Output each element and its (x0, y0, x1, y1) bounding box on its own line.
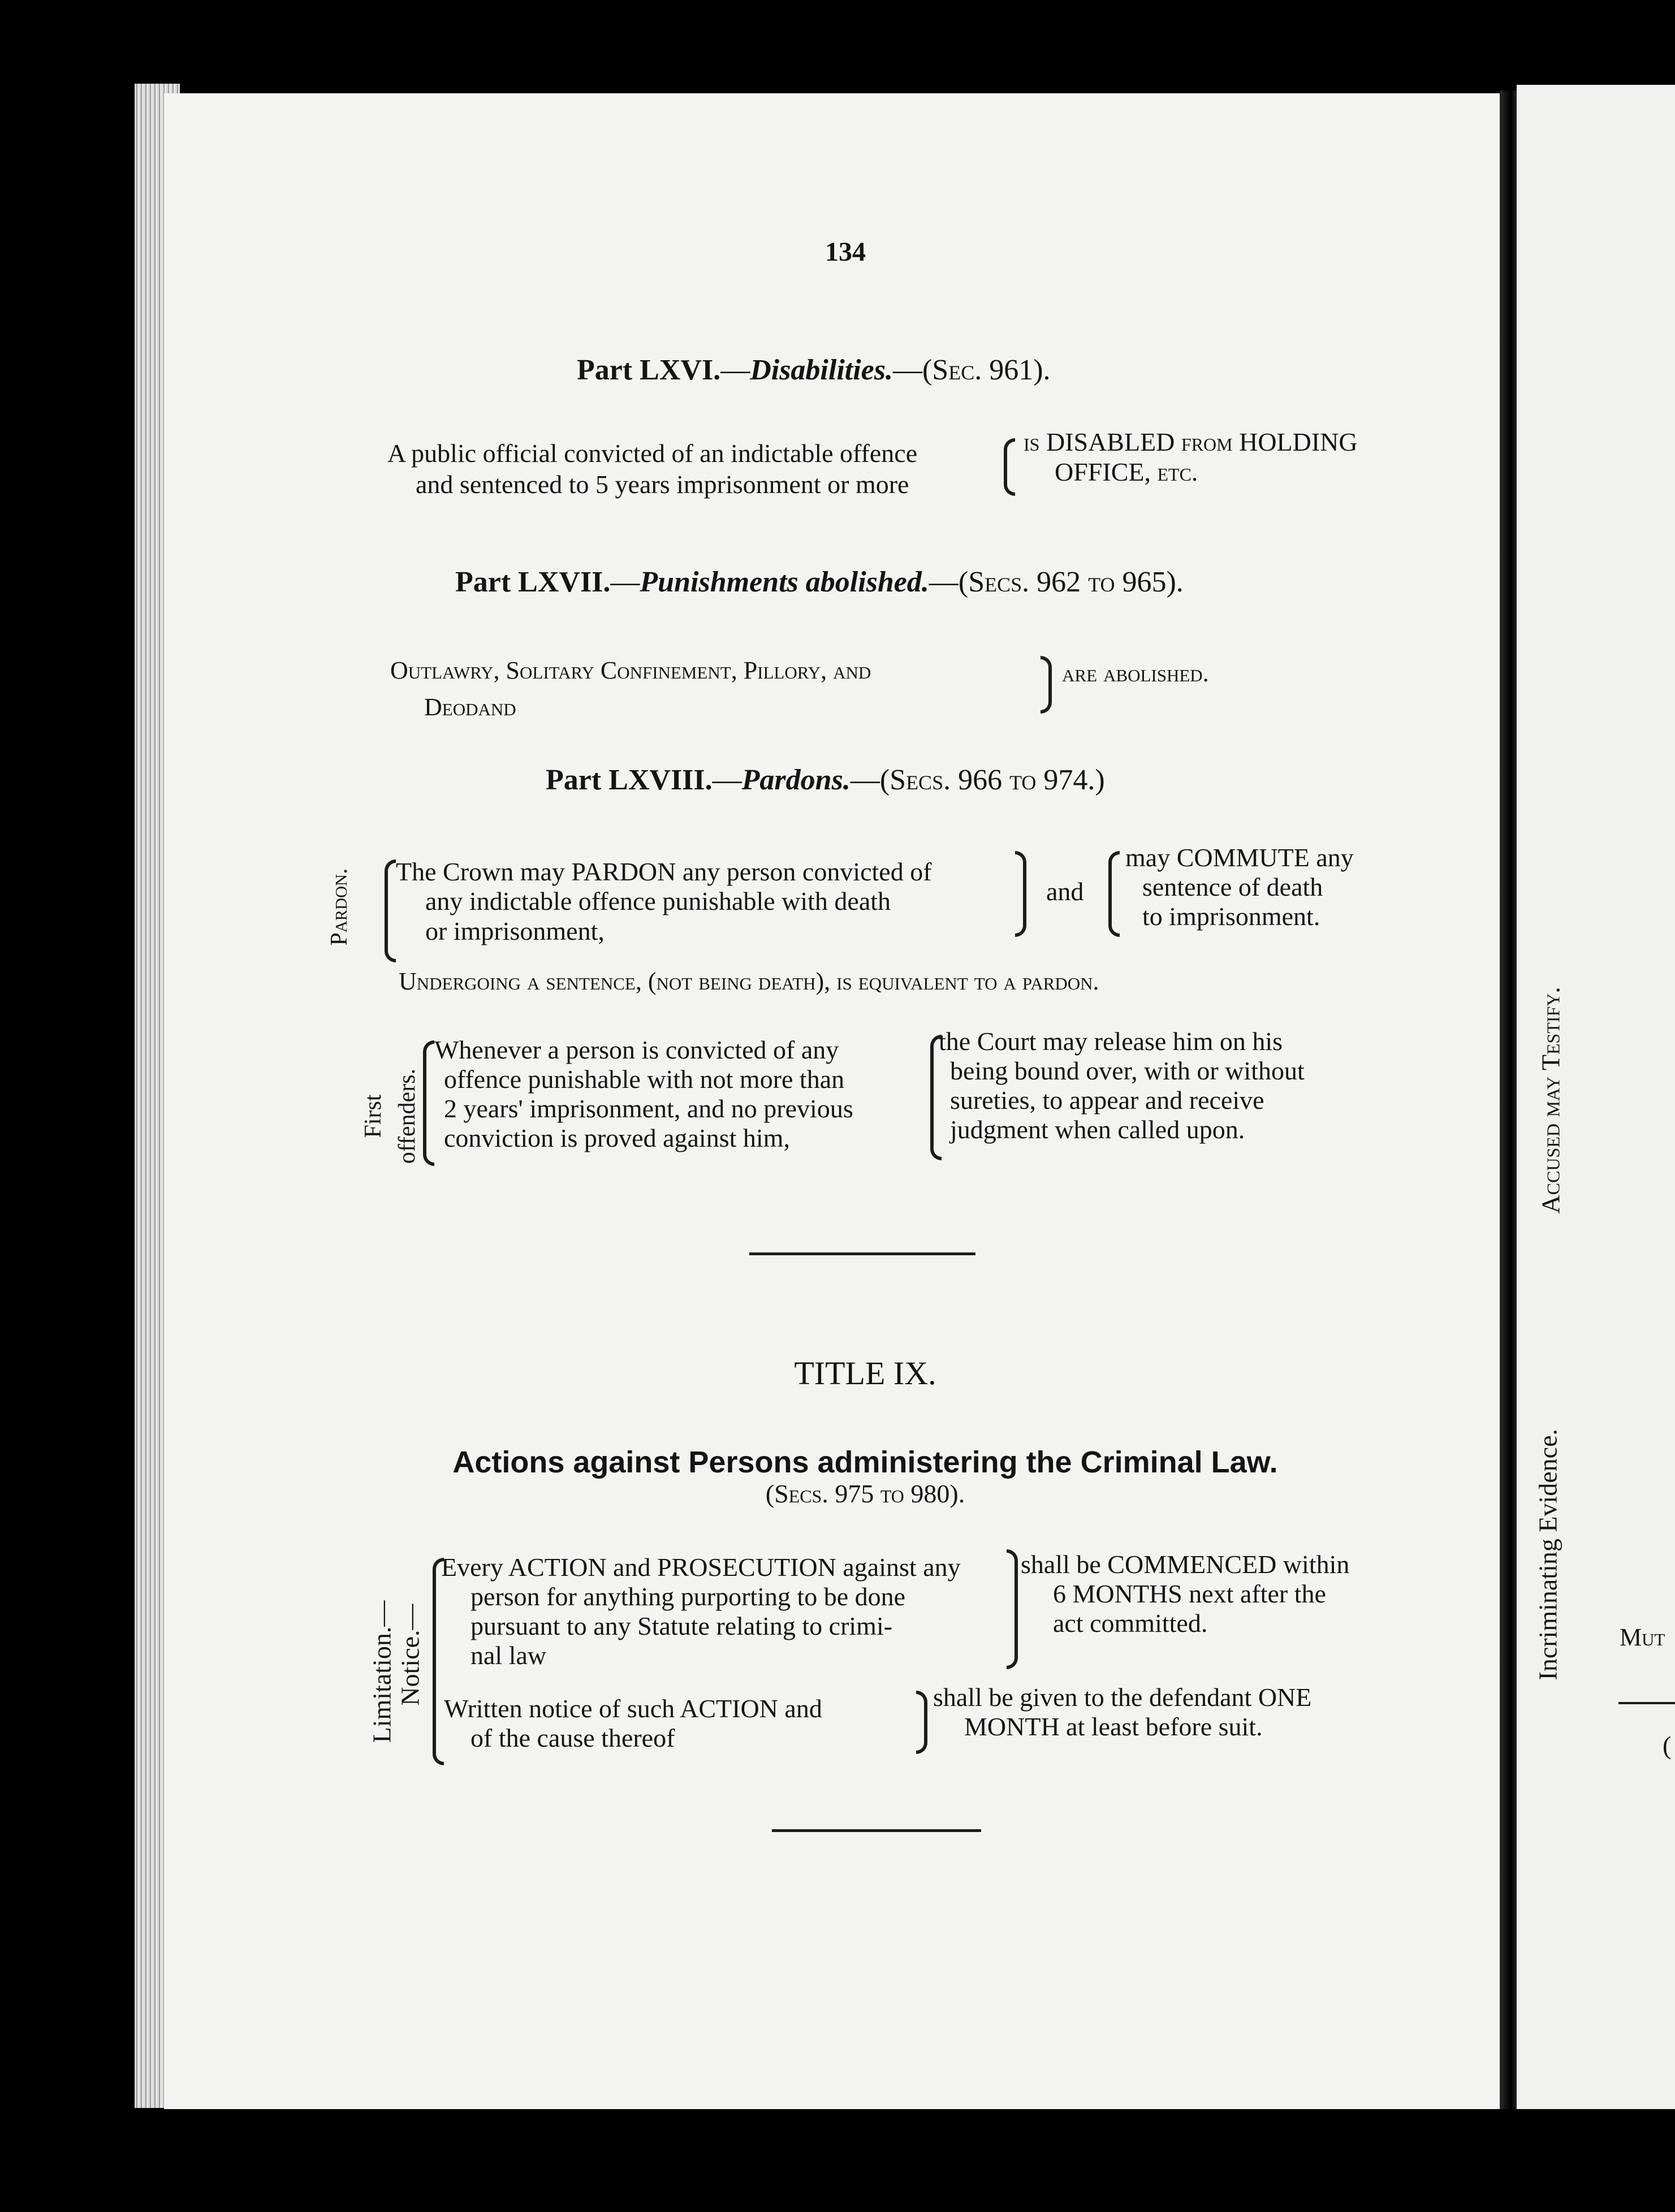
pardon-mid-brace-1 (1015, 851, 1026, 937)
pardon-right-3: to imprisonment. (1142, 902, 1320, 931)
part67-topic: Punishments abolished. (640, 566, 929, 598)
part67-left-1: Outlawry, Solitary Confinement, Pillory, and (390, 656, 871, 684)
pardon-right-1: may COMMUTE any (1125, 843, 1354, 872)
right-page (1517, 85, 1675, 2109)
part67-heading: Part LXVII. (455, 566, 611, 598)
part66-right-2: OFFICE, etc. (1055, 457, 1198, 486)
part66-left-1: A public official convicted of an indictable offence (387, 439, 918, 468)
part67-heading-line: Part LXVII.—Punishments abolished.—(Secs. 962 to 965). (455, 566, 1184, 598)
first-right-1: the Court may release him on his (939, 1027, 1283, 1056)
first-left-3: 2 years' imprisonment, and no previous (444, 1094, 853, 1123)
limitation-left-4: nal law (470, 1641, 547, 1670)
part67-brace (1041, 656, 1052, 714)
part66-brace (1004, 438, 1015, 496)
notice-mid-brace (916, 1691, 927, 1754)
right-page-fragment: Mut (1620, 1623, 1665, 1651)
first-left-1: Whenever a person is convicted of any (434, 1035, 839, 1064)
limitation-left-1: Every ACTION and PROSECUTION against any (441, 1553, 961, 1582)
part67-left-2: Deodand (424, 693, 516, 721)
limitation-right-1: shall be COMMENCED within (1021, 1550, 1350, 1579)
part66-topic: Disabilities. (750, 354, 893, 386)
first-offenders-label-2: offenders. (394, 1068, 420, 1164)
right-page-paren: ( (1663, 1731, 1672, 1760)
part67-sec: (Secs. 962 to 965). (958, 566, 1184, 598)
part66-left-2: and sentenced to 5 years imprisonment or more (416, 470, 909, 499)
title9-secs: (Secs. 975 to 980). (765, 1479, 965, 1508)
pardon-side-label: Pardon. (326, 868, 352, 946)
first-right-4: judgment when called upon. (950, 1115, 1245, 1144)
pardon-left-3: or imprisonment, (425, 917, 605, 945)
title9-heading: Actions against Persons administering the Criminal Law. (452, 1445, 1278, 1479)
part66-heading-line: Part LXVI.—Disabilities.—(Sec. 961). (577, 354, 1051, 386)
section-divider-1 (749, 1252, 975, 1255)
right-margin-label-incriminating: Incriminating Evidence. (1533, 1428, 1562, 1680)
title9-title: TITLE IX. (794, 1355, 936, 1392)
notice-right-2: MONTH at least before suit. (964, 1712, 1263, 1741)
part66-right-1: is DISABLED from HOLDING (1024, 427, 1358, 456)
right-margin-label-accused: Accused may Testify. (1536, 987, 1565, 1214)
first-offenders-label-1: First (360, 1094, 386, 1138)
page-number: 134 (825, 237, 866, 267)
limitation-left-3: pursuant to any Statute relating to crimi- (470, 1612, 893, 1640)
limitation-right-3: act committed. (1053, 1609, 1208, 1638)
pardon-right-2: sentence of death (1142, 872, 1323, 901)
notice-right-1: shall be given to the defendant ONE (933, 1683, 1312, 1712)
limitation-left-2: person for anything purporting to be done (470, 1582, 906, 1611)
notice-left-2: of the cause thereof (470, 1723, 675, 1752)
first-offenders-left-brace (423, 1040, 434, 1166)
pardon-left-brace (385, 859, 396, 962)
notice-left-1: Written notice of such ACTION and (444, 1694, 822, 1723)
first-left-2: offence punishable with not more than (444, 1065, 845, 1094)
part66-heading: Part LXVI. (577, 354, 721, 386)
right-page-rule (1618, 1702, 1675, 1704)
limitation-label: Limitation.— (367, 1600, 396, 1743)
part68-heading: Part LXVIII. (546, 764, 713, 796)
pardon-left-1: The Crown may PARDON any person convicted of (396, 857, 932, 886)
pardon-mid-brace-2 (1108, 851, 1120, 937)
limitation-mid-brace (1007, 1549, 1018, 1669)
pardon-equivalent: Undergoing a sentence, (not being death), is equivalent to a pardon. (399, 967, 1099, 995)
part67-right: are abolished. (1062, 659, 1209, 687)
pardon-left-2: any indictable offence punishable with death (425, 887, 891, 915)
limitation-outer-brace (433, 1558, 444, 1765)
part68-heading-line: Part LXVIII.—Pardons.—(Secs. 966 to 974.) (546, 764, 1105, 796)
part68-sec: (Secs. 966 to 974.) (879, 764, 1105, 796)
part68-topic: Pardons. (741, 764, 851, 796)
section-divider-2 (772, 1829, 981, 1832)
notice-label: Notice.— (395, 1604, 425, 1706)
limitation-right-2: 6 MONTHS next after the (1053, 1579, 1326, 1608)
first-right-3: sureties, to appear and receive (950, 1086, 1264, 1114)
first-left-4: conviction is proved against him, (444, 1124, 790, 1152)
pardon-and: and (1046, 877, 1084, 906)
part66-sec: (Sec. 961). (922, 354, 1051, 386)
first-right-2: being bound over, with or without (950, 1056, 1305, 1085)
